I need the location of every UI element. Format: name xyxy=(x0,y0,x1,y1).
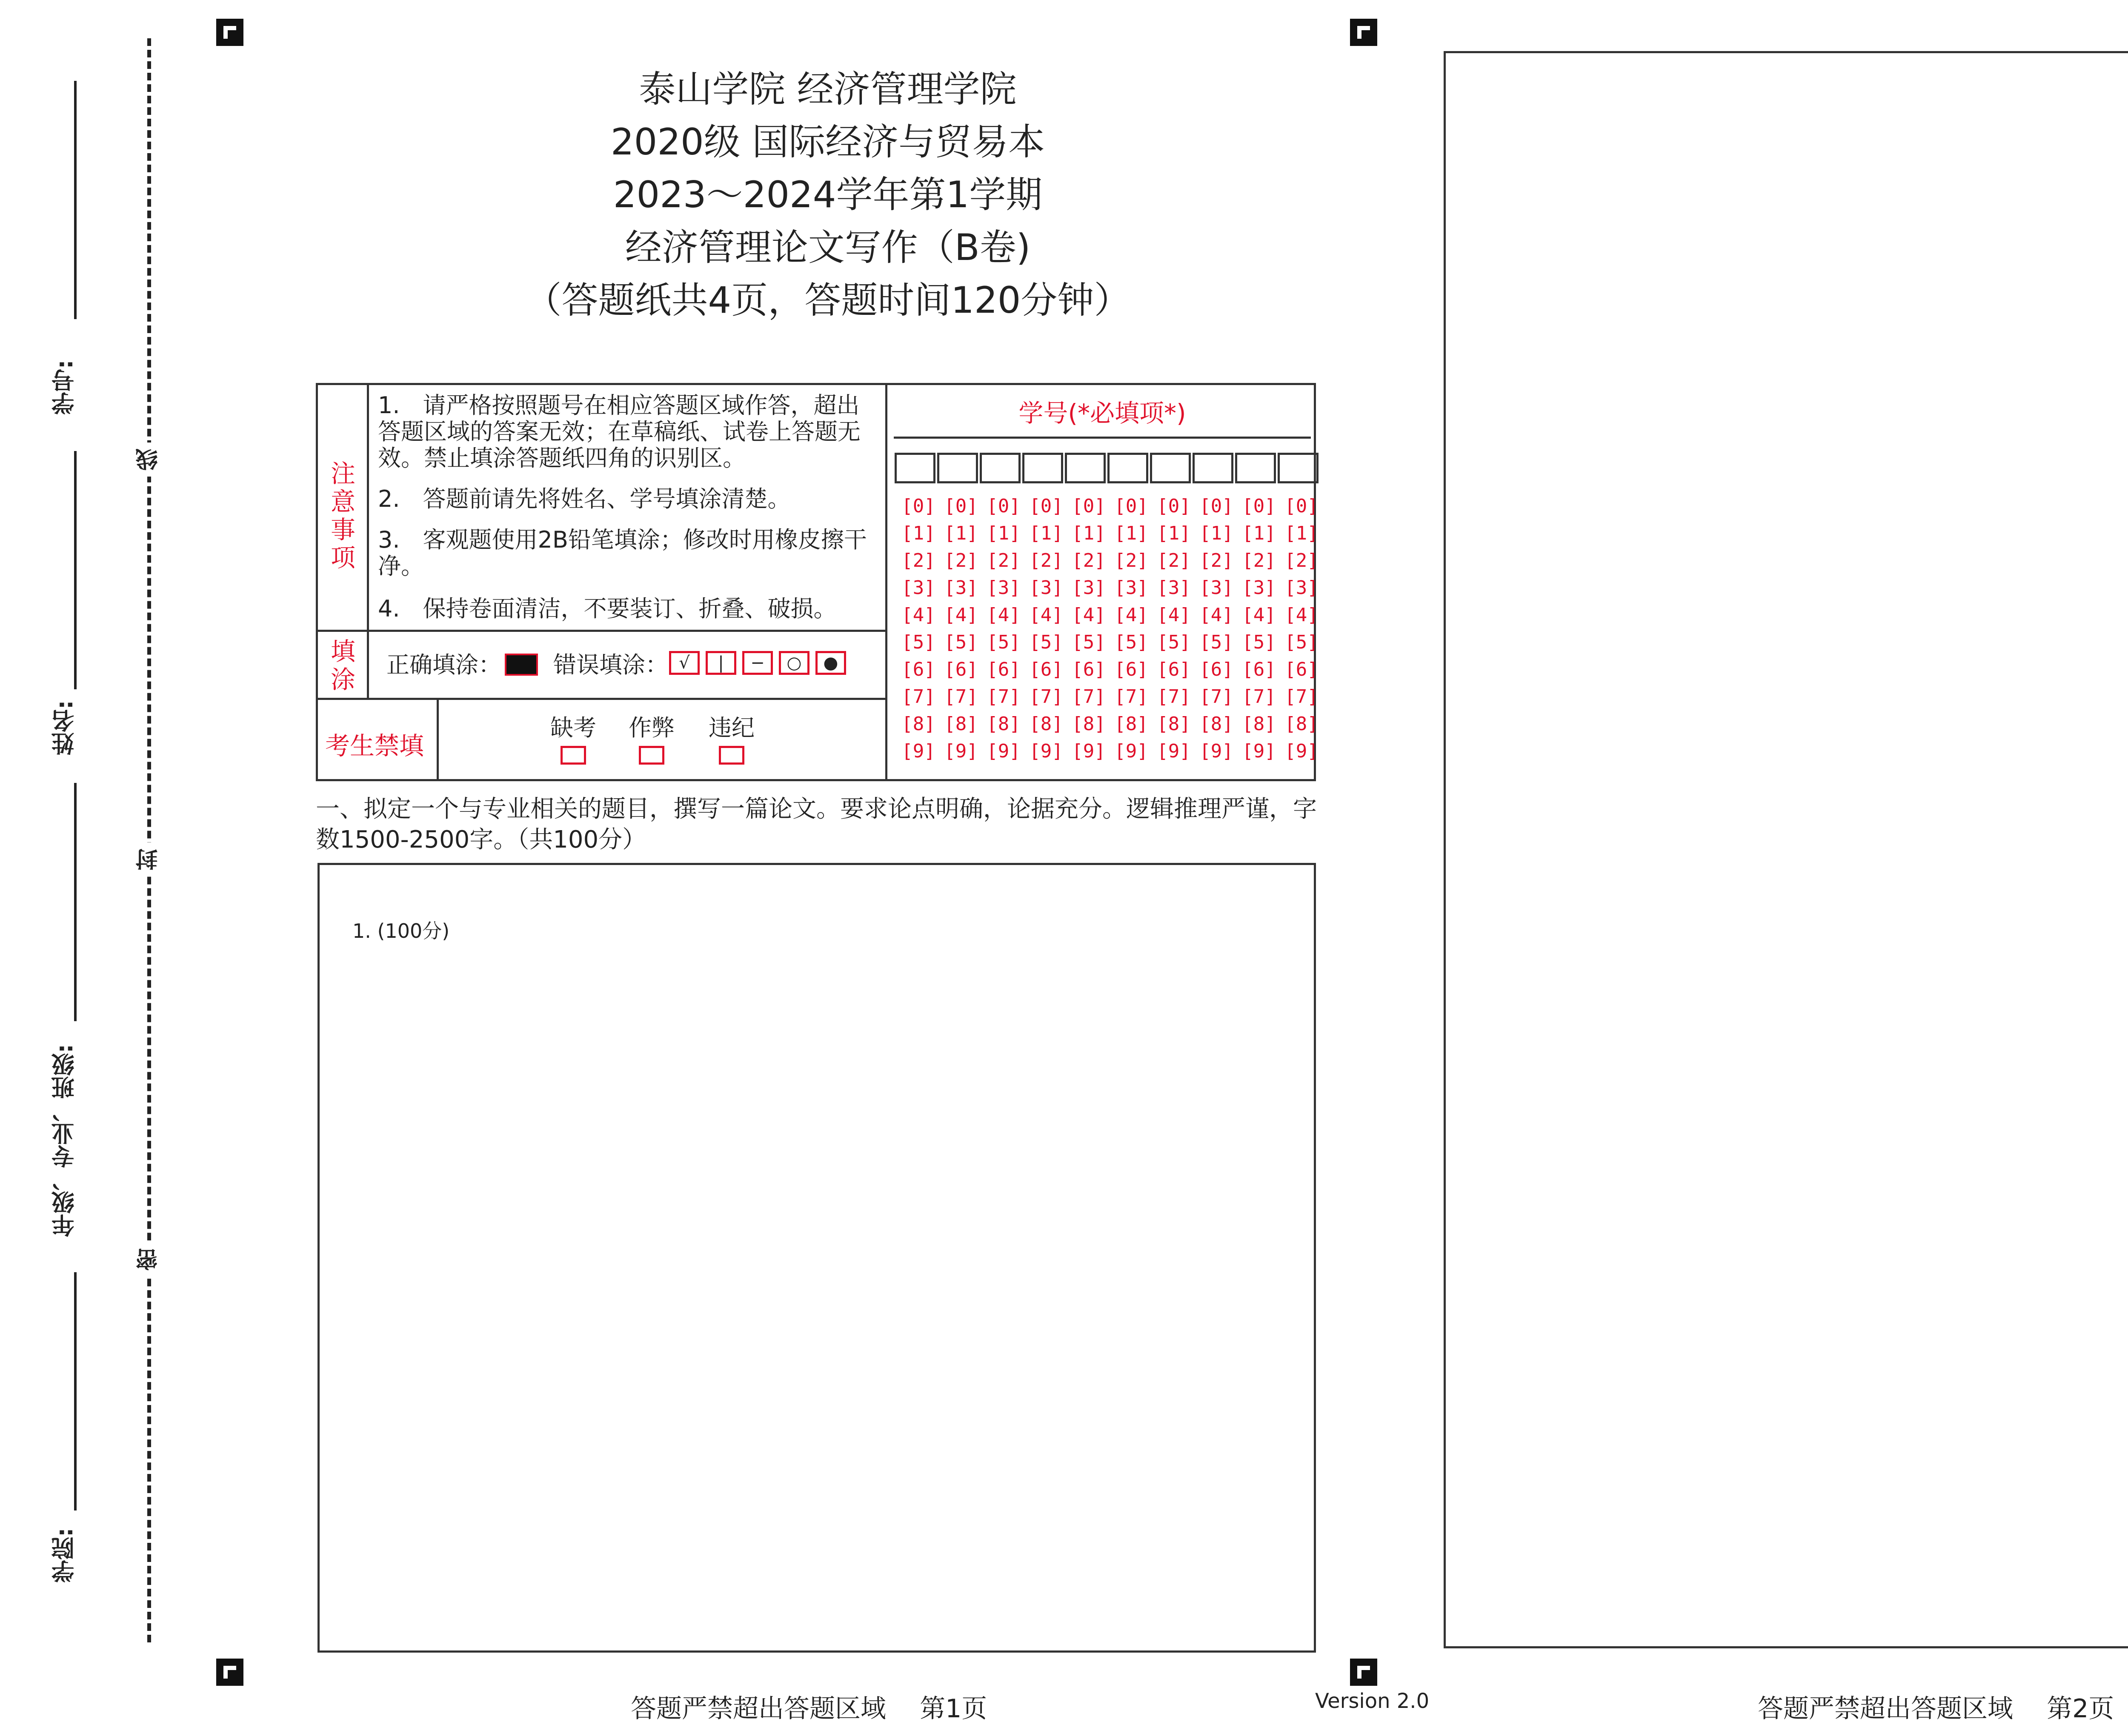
notice-title-divider xyxy=(367,383,369,630)
student-id-bubble[interactable]: [2] xyxy=(1029,550,1063,571)
absent-checkbox[interactable] xyxy=(561,746,586,765)
student-id-input-row xyxy=(895,453,1320,483)
exam-info: （答题纸共4页，答题时间120分钟） xyxy=(525,279,1131,322)
student-id-bubble[interactable]: [7] xyxy=(1114,686,1148,708)
student-id-bubble[interactable]: [4] xyxy=(1029,604,1063,626)
student-id-bubble[interactable]: [2] xyxy=(1157,550,1191,571)
student-id-bubble[interactable]: [1] xyxy=(901,523,935,544)
notice-item-2: 2. 答题前请先将姓名、学号填涂清楚。 xyxy=(378,485,791,512)
student-id-bubble[interactable]: [4] xyxy=(1072,604,1106,626)
forbidden-option-absent[interactable] xyxy=(546,710,601,766)
student-id-bubble[interactable]: [0] xyxy=(1199,495,1233,517)
student-id-bubble[interactable]: [7] xyxy=(1029,686,1063,708)
name-label: 姓名: xyxy=(51,700,78,755)
student-id-bubble[interactable]: [6] xyxy=(1284,659,1319,680)
class-fill-line[interactable] xyxy=(74,783,77,1021)
forbidden-title: 考生禁填 xyxy=(325,731,424,760)
student-id-bubble[interactable]: [6] xyxy=(1199,659,1233,680)
student-id-bubble[interactable]: [1] xyxy=(1072,523,1106,544)
college-label: 学院: xyxy=(51,1528,78,1583)
student-id-bubble[interactable]: [2] xyxy=(1114,550,1148,571)
bubble-row xyxy=(897,659,1323,685)
student-id-bubble[interactable]: [3] xyxy=(901,577,935,599)
student-id-bubble[interactable]: [3] xyxy=(944,577,978,599)
student-id-bubble[interactable]: [6] xyxy=(1157,659,1191,680)
wrong-mark-dash: − xyxy=(742,651,773,675)
student-id-bubble[interactable]: [6] xyxy=(1029,659,1063,680)
student-id-bubble[interactable]: [0] xyxy=(987,495,1021,517)
bubble-row xyxy=(897,740,1323,767)
student-id-bubble[interactable]: [0] xyxy=(1284,495,1319,517)
student-id-digit-box[interactable] xyxy=(937,453,978,483)
student-id-bubble[interactable]: [5] xyxy=(1072,631,1106,653)
student-id-digit-box[interactable] xyxy=(1107,453,1148,483)
correct-fill-sample xyxy=(505,654,538,676)
student-id-bubble[interactable]: [6] xyxy=(901,659,935,680)
footer-version: Version 2.0 xyxy=(1315,1689,1430,1713)
course-title: 经济管理论文写作（B卷) xyxy=(625,226,1031,269)
student-id-bubble[interactable]: [5] xyxy=(1029,631,1063,653)
student-id-bubble[interactable]: [8] xyxy=(1157,713,1191,735)
bubble-row xyxy=(897,495,1323,522)
footer-page2: 答题严禁超出答题区域 第2页 xyxy=(1758,1694,2114,1724)
student-id-digit-box[interactable] xyxy=(1022,453,1063,483)
wrong-mark-dot: ● xyxy=(815,651,846,675)
forbidden-option-violation[interactable] xyxy=(704,710,759,766)
student-id-digit-box[interactable] xyxy=(1150,453,1191,483)
student-id-bubble[interactable]: [0] xyxy=(901,495,935,517)
student-id-bubble[interactable]: [5] xyxy=(944,631,978,653)
bubble-row xyxy=(897,550,1323,576)
question-instruction: 一、拟定一个与专业相关的题目，撰写一篇论文。要求论点明确，论据充分。逻辑推理严谨，字数1500-2500字。（共100分） xyxy=(316,795,1317,854)
student-id-bubble[interactable]: [4] xyxy=(1284,604,1319,626)
student-id-label: 学号: xyxy=(51,360,78,415)
student-id-bubble[interactable]: [8] xyxy=(1029,713,1063,735)
student-id-bubble[interactable]: [0] xyxy=(944,495,978,517)
student-id-bubble[interactable]: [7] xyxy=(1242,686,1276,708)
registration-mark-bottom-center xyxy=(1350,1659,1377,1686)
student-id-bubble[interactable]: [7] xyxy=(1199,686,1233,708)
registration-mark-top-center xyxy=(1350,19,1377,46)
student-id-bubble[interactable]: [1] xyxy=(1157,523,1191,544)
student-id-bubble[interactable]: [2] xyxy=(1284,550,1319,571)
student-id-bubble[interactable]: [4] xyxy=(1157,604,1191,626)
student-id-bubble[interactable]: [2] xyxy=(987,550,1021,571)
notice-title: 注 意 事 项 xyxy=(330,459,355,572)
student-id-digit-box[interactable] xyxy=(895,453,935,483)
student-id-bubble[interactable]: [4] xyxy=(944,604,978,626)
wrong-mark-check: √ xyxy=(669,651,700,675)
binding-dashed-line xyxy=(147,38,151,1642)
student-id-bubble[interactable]: [3] xyxy=(987,577,1021,599)
student-id-bubble[interactable]: [9] xyxy=(901,740,935,762)
semester: 2023～2024学年第1学期 xyxy=(613,174,1043,216)
question-item-label: 1. (100分) xyxy=(352,919,450,942)
student-id-bubble[interactable]: [9] xyxy=(987,740,1021,762)
student-id-digit-box[interactable] xyxy=(1065,453,1106,483)
bubble-row xyxy=(897,577,1323,603)
student-id-bubble[interactable]: [3] xyxy=(1284,577,1319,599)
student-id-bubble[interactable]: [2] xyxy=(944,550,978,571)
student-id-bubble[interactable]: [3] xyxy=(1157,577,1191,599)
student-id-bubble[interactable]: [2] xyxy=(1242,550,1276,571)
forbidden-row-top-border xyxy=(316,698,887,700)
student-id-bubble[interactable]: [1] xyxy=(1242,523,1276,544)
student-id-bubble[interactable]: [9] xyxy=(1157,740,1191,762)
student-id-bubble[interactable]: [3] xyxy=(1029,577,1063,599)
student-id-bubble[interactable]: [7] xyxy=(901,686,935,708)
answer-area-page2[interactable] xyxy=(1444,51,2128,1648)
student-id-bubble[interactable]: [0] xyxy=(1029,495,1063,517)
forbidden-option-cheat[interactable] xyxy=(624,710,679,766)
fill-title: 填 涂 xyxy=(330,637,355,694)
student-id-bubble[interactable]: [3] xyxy=(1072,577,1106,599)
student-id-bubble[interactable]: [9] xyxy=(1242,740,1276,762)
notice-item-3: 3. 客观题使用2B铅笔填涂；修改时用橡皮擦干净。 xyxy=(378,526,867,580)
table-divider xyxy=(885,383,887,781)
student-id-bubble[interactable]: [4] xyxy=(1242,604,1276,626)
student-id-bubble[interactable]: [1] xyxy=(1114,523,1148,544)
absent-label: 缺考 xyxy=(550,714,596,741)
student-id-digit-box[interactable] xyxy=(1278,453,1319,483)
student-id-bubble[interactable]: [9] xyxy=(1284,740,1319,762)
student-id-bubble[interactable]: [9] xyxy=(1114,740,1148,762)
student-id-bubble[interactable]: [7] xyxy=(944,686,978,708)
student-id-bubble[interactable]: [2] xyxy=(1072,550,1106,571)
student-id-bubble[interactable]: [0] xyxy=(1072,495,1106,517)
student-id-bubble[interactable]: [5] xyxy=(901,631,935,653)
student-id-bubble[interactable]: [0] xyxy=(1242,495,1276,517)
student-id-bubble[interactable]: [5] xyxy=(1199,631,1233,653)
student-id-bubble[interactable]: [9] xyxy=(1072,740,1106,762)
student-id-bubble[interactable]: [0] xyxy=(1114,495,1148,517)
bubble-row xyxy=(897,713,1323,740)
student-id-bubble[interactable]: [7] xyxy=(987,686,1021,708)
student-id-bubble[interactable]: [5] xyxy=(1242,631,1276,653)
student-id-bubble[interactable]: [8] xyxy=(1284,713,1319,735)
wrong-mark-circle: ○ xyxy=(779,651,809,675)
footer-page1: 答题严禁超出答题区域 第1页 xyxy=(631,1694,987,1724)
student-id-bubble[interactable]: [1] xyxy=(1284,523,1319,544)
student-id-bubble[interactable]: [3] xyxy=(1114,577,1148,599)
student-id-bubble[interactable]: [4] xyxy=(901,604,935,626)
registration-mark-bottom-left xyxy=(216,1659,243,1686)
student-id-bubble[interactable]: [1] xyxy=(944,523,978,544)
notice-item-1: 1. 请严格按照题号在相应答题区域作答，超出答题区域的答案无效；在草稿纸、试卷上答题无效。禁止填涂答题纸四角的识别区。 xyxy=(378,392,861,471)
student-id-bubble[interactable]: [1] xyxy=(1199,523,1233,544)
student-id-bubble[interactable]: [4] xyxy=(1114,604,1148,626)
wrong-fill-label: 错误填涂： xyxy=(553,651,668,678)
student-id-bubble[interactable]: [0] xyxy=(1157,495,1191,517)
student-id-bubble[interactable]: [9] xyxy=(944,740,978,762)
student-id-bubble[interactable]: [7] xyxy=(1072,686,1106,708)
student-id-bubble[interactable]: [2] xyxy=(901,550,935,571)
violation-checkbox[interactable] xyxy=(719,746,744,765)
student-id-bubble[interactable]: [4] xyxy=(1199,604,1233,626)
cut-line-label: 线 xyxy=(137,443,163,477)
student-id-bubble[interactable]: [8] xyxy=(944,713,978,735)
bubble-row xyxy=(897,523,1323,549)
student-id-bubble[interactable]: [4] xyxy=(987,604,1021,626)
student-id-bubble[interactable]: [7] xyxy=(1157,686,1191,708)
student-id-bubble[interactable]: [9] xyxy=(1029,740,1063,762)
student-id-title-divider xyxy=(894,437,1311,439)
correct-fill-label: 正确填涂： xyxy=(386,651,501,678)
class-name: 2020级 国际经济与贸易本 xyxy=(610,121,1045,163)
student-id-bubble[interactable]: [8] xyxy=(987,713,1021,735)
student-id-bubble[interactable]: [8] xyxy=(901,713,935,735)
seal-label: 封 xyxy=(137,842,163,877)
student-id-bubble[interactable]: [1] xyxy=(987,523,1021,544)
cheat-label: 作弊 xyxy=(629,714,675,741)
wrong-mark-bar: | xyxy=(706,651,736,675)
student-id-bubble[interactable]: [8] xyxy=(1072,713,1106,735)
bubble-row xyxy=(897,631,1323,658)
cheat-checkbox[interactable] xyxy=(639,746,664,765)
student-id-bubble[interactable]: [8] xyxy=(1242,713,1276,735)
fill-title-divider xyxy=(367,630,369,698)
student-id-title: 学号(*必填项*) xyxy=(1018,399,1186,428)
student-id-bubble[interactable]: [6] xyxy=(1114,659,1148,680)
student-id-bubble[interactable]: [1] xyxy=(1029,523,1063,544)
wrong-fill-samples xyxy=(669,651,852,675)
student-id-bubble[interactable]: [5] xyxy=(1284,631,1319,653)
forbidden-title-divider xyxy=(437,698,439,781)
student-id-bubble[interactable]: [8] xyxy=(1199,713,1233,735)
student-id-bubble[interactable]: [3] xyxy=(1199,577,1233,599)
student-id-bubble[interactable]: [9] xyxy=(1199,740,1233,762)
answer-area-page1[interactable] xyxy=(317,863,1316,1653)
student-id-bubble[interactable]: [5] xyxy=(1157,631,1191,653)
violation-label: 违纪 xyxy=(709,714,755,741)
student-id-bubble[interactable]: [8] xyxy=(1114,713,1148,735)
student-id-bubble[interactable]: [6] xyxy=(987,659,1021,680)
fill-row-top-border xyxy=(316,630,887,632)
bubble-row xyxy=(897,686,1323,712)
notice-item-4: 4. 保持卷面清洁，不要装订、折叠、破损。 xyxy=(378,595,837,622)
student-id-bubble[interactable]: [7] xyxy=(1284,686,1319,708)
student-id-digit-box[interactable] xyxy=(1235,453,1276,483)
grade-major-class-label: 年级、专业、班级: xyxy=(51,1044,78,1237)
student-id-fill-line[interactable] xyxy=(74,81,77,319)
student-id-digit-box[interactable] xyxy=(980,453,1021,483)
student-id-bubble[interactable]: [3] xyxy=(1242,577,1276,599)
student-id-bubble[interactable]: [6] xyxy=(944,659,978,680)
name-fill-line[interactable] xyxy=(74,451,77,689)
student-id-bubble[interactable]: [2] xyxy=(1199,550,1233,571)
student-id-digit-box[interactable] xyxy=(1193,453,1233,483)
bubble-row xyxy=(897,604,1323,631)
school-name: 泰山学院 经济管理学院 xyxy=(639,68,1017,111)
secret-label: 密 xyxy=(137,1242,163,1276)
student-id-bubble[interactable]: [6] xyxy=(1072,659,1106,680)
college-fill-line[interactable] xyxy=(74,1272,77,1510)
student-id-bubble[interactable]: [6] xyxy=(1242,659,1276,680)
registration-mark-top-left xyxy=(216,19,243,46)
student-id-bubble[interactable]: [5] xyxy=(1114,631,1148,653)
student-id-bubble[interactable]: [5] xyxy=(987,631,1021,653)
